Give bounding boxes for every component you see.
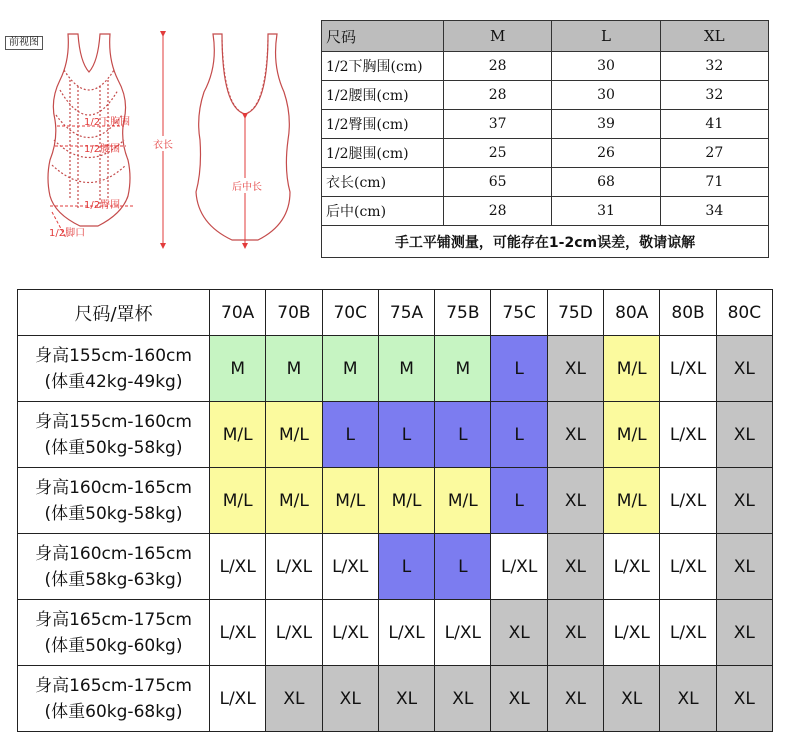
measurement-note: 手工平铺测量，可能存在1-2cm误差，敬请谅解: [322, 226, 769, 258]
row-header: [18, 468, 210, 534]
cup-header: 75C: [491, 290, 547, 336]
measurement-row: [322, 52, 769, 81]
cup-header: 75D: [547, 290, 603, 336]
measurement-value: 30: [552, 52, 660, 81]
measurement-value: 30: [552, 81, 660, 110]
measurement-row: [322, 81, 769, 110]
measurement-label: 衣长(cm): [322, 168, 444, 197]
size-header-row: [18, 290, 773, 336]
size-cell: L/XL: [266, 534, 322, 600]
size-cell: L/XL: [660, 468, 716, 534]
label-hip: 1/2臀围: [84, 200, 121, 211]
size-cell: M: [435, 336, 491, 402]
row-header: [18, 600, 210, 666]
label-underbust: 1/2下胸围: [84, 117, 131, 128]
measurement-value: 34: [660, 197, 768, 226]
size-cell: M/L: [604, 402, 660, 468]
size-cell: M: [322, 336, 378, 402]
label-length: 衣长: [153, 136, 173, 151]
measurement-row: [322, 139, 769, 168]
measurement-value: 71: [660, 168, 768, 197]
view-label: 前视图: [5, 36, 43, 50]
row-header: [18, 336, 210, 402]
size-row: [18, 402, 773, 468]
measurement-label: 后中(cm): [322, 197, 444, 226]
size-cell: XL: [491, 666, 547, 732]
row-weight-range: (体重50kg-60kg): [44, 635, 183, 656]
size-cell: L/XL: [378, 600, 434, 666]
row-weight-range: (体重58kg-63kg): [44, 569, 183, 590]
size-header: XL: [660, 21, 768, 52]
size-cell: XL: [547, 336, 603, 402]
size-cell: L/XL: [322, 534, 378, 600]
measurement-value: 32: [660, 52, 768, 81]
row-header: [18, 666, 210, 732]
size-recommendation-table: [17, 289, 773, 732]
row-height-range: 身高155cm-160cm: [35, 411, 192, 432]
size-cell: L/XL: [660, 402, 716, 468]
cup-header: 75B: [435, 290, 491, 336]
row-height-range: 身高155cm-160cm: [35, 345, 192, 366]
size-cell: M: [210, 336, 266, 402]
row-height-range: 身高160cm-165cm: [35, 477, 192, 498]
measurement-value: 39: [552, 110, 660, 139]
size-cell: M/L: [210, 402, 266, 468]
size-cell: XL: [378, 666, 434, 732]
row-weight-range: (体重42kg-49kg): [44, 371, 183, 392]
size-corner: 尺码/罩杯: [18, 290, 210, 336]
size-cell: L: [378, 534, 434, 600]
size-cell: L/XL: [660, 600, 716, 666]
size-header: M: [444, 21, 552, 52]
measurement-row: [322, 197, 769, 226]
measurement-row: [322, 168, 769, 197]
size-cell: M/L: [604, 336, 660, 402]
size-row: [18, 600, 773, 666]
size-cell: M/L: [435, 468, 491, 534]
size-cell: L/XL: [210, 666, 266, 732]
size-cell: XL: [322, 666, 378, 732]
size-cell: XL: [660, 666, 716, 732]
size-cell: L/XL: [491, 534, 547, 600]
size-row: [18, 534, 773, 600]
size-header: L: [552, 21, 660, 52]
size-cell: XL: [716, 534, 772, 600]
size-cell: L: [491, 402, 547, 468]
measurement-value: 32: [660, 81, 768, 110]
size-cell: XL: [266, 666, 322, 732]
garment-diagram: [0, 0, 310, 262]
size-cell: XL: [547, 468, 603, 534]
size-cell: M/L: [210, 468, 266, 534]
size-cell: L/XL: [660, 336, 716, 402]
measurement-header-row: [322, 21, 769, 52]
size-cell: XL: [491, 600, 547, 666]
row-weight-range: (体重60kg-68kg): [44, 701, 183, 722]
size-cell: L/XL: [210, 534, 266, 600]
size-cell: L: [322, 402, 378, 468]
size-cell: XL: [716, 402, 772, 468]
row-header: [18, 534, 210, 600]
label-waist: 1/2腰围: [84, 144, 121, 155]
measurement-value: 25: [444, 139, 552, 168]
cup-header: 70C: [322, 290, 378, 336]
cup-header: 80B: [660, 290, 716, 336]
measurement-value: 28: [444, 197, 552, 226]
size-cell: L: [491, 336, 547, 402]
size-cell: M/L: [378, 468, 434, 534]
cup-header: 80C: [716, 290, 772, 336]
size-cell: L: [491, 468, 547, 534]
measurement-value: 28: [444, 52, 552, 81]
size-cell: L: [435, 402, 491, 468]
size-cell: XL: [435, 666, 491, 732]
measurement-label: 1/2腰围(cm): [322, 81, 444, 110]
size-cell: L/XL: [660, 534, 716, 600]
size-row: [18, 468, 773, 534]
size-cell: XL: [716, 600, 772, 666]
measurement-value: 28: [444, 81, 552, 110]
size-cell: L/XL: [210, 600, 266, 666]
size-cell: L/XL: [322, 600, 378, 666]
label-leg: 1/2脚口: [49, 228, 86, 239]
measurement-corner: 尺码: [322, 21, 444, 52]
size-cell: L/XL: [435, 600, 491, 666]
measurement-value: 68: [552, 168, 660, 197]
row-weight-range: (体重50kg-58kg): [44, 503, 183, 524]
row-weight-range: (体重50kg-58kg): [44, 437, 183, 458]
swimsuit-illustration: [0, 0, 310, 262]
row-height-range: 身高165cm-175cm: [35, 675, 192, 696]
row-header: [18, 402, 210, 468]
size-cell: XL: [716, 666, 772, 732]
measurement-label: 1/2臀围(cm): [322, 110, 444, 139]
measurement-value: 27: [660, 139, 768, 168]
measurement-table: [321, 20, 769, 258]
row-height-range: 身高165cm-175cm: [35, 609, 192, 630]
measurement-row: [322, 110, 769, 139]
size-cell: L/XL: [604, 600, 660, 666]
size-cell: M: [378, 336, 434, 402]
cup-header: 75A: [378, 290, 434, 336]
size-cell: M/L: [266, 402, 322, 468]
size-cell: XL: [547, 666, 603, 732]
size-cell: M/L: [604, 468, 660, 534]
measurement-value: 31: [552, 197, 660, 226]
cup-header: 80A: [604, 290, 660, 336]
size-cell: XL: [604, 666, 660, 732]
size-cell: L: [378, 402, 434, 468]
measurement-value: 37: [444, 110, 552, 139]
size-cell: M: [266, 336, 322, 402]
size-cell: XL: [547, 402, 603, 468]
size-row: [18, 666, 773, 732]
size-row: [18, 336, 773, 402]
size-cell: M/L: [266, 468, 322, 534]
back-view: [196, 34, 290, 240]
size-cell: L/XL: [604, 534, 660, 600]
size-cell: M/L: [322, 468, 378, 534]
measurement-value: 41: [660, 110, 768, 139]
cup-header: 70A: [210, 290, 266, 336]
size-cell: XL: [716, 336, 772, 402]
size-cell: L/XL: [266, 600, 322, 666]
label-back-center: 后中长: [232, 178, 262, 193]
size-cell: XL: [716, 468, 772, 534]
size-cell: XL: [547, 600, 603, 666]
measurement-label: 1/2腿围(cm): [322, 139, 444, 168]
size-cell: L: [435, 534, 491, 600]
row-height-range: 身高160cm-165cm: [35, 543, 192, 564]
size-cell: XL: [547, 534, 603, 600]
cup-header: 70B: [266, 290, 322, 336]
measurement-value: 26: [552, 139, 660, 168]
measurement-value: 65: [444, 168, 552, 197]
measurement-label: 1/2下胸围(cm): [322, 52, 444, 81]
